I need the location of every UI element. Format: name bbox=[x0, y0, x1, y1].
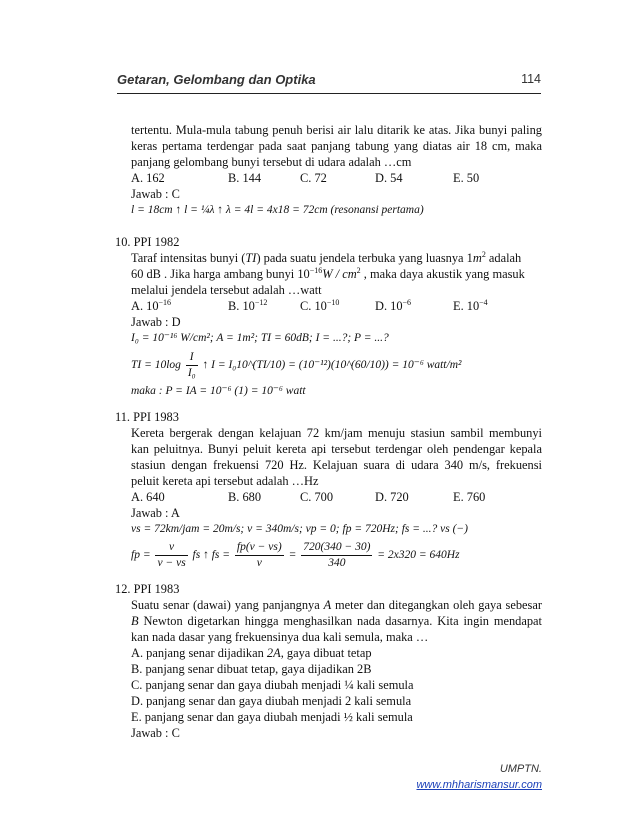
option-d: D. panjang senar dan gaya diubah menjadi 2 kali semula bbox=[131, 694, 412, 708]
question-text-line: Suatu senar (dawai) yang panjangnya A meter dan ditegangkan oleh gaya sebesar bbox=[131, 598, 542, 612]
fraction: $\frac{v}{v - vs}$ bbox=[157, 541, 186, 569]
answer-label: Jawab : C bbox=[131, 726, 180, 740]
option-a: A. 640 bbox=[131, 490, 165, 504]
option-c: C. 72 bbox=[300, 171, 327, 185]
solution-formula: l = 18cm ↑ l = ¼λ ↑ λ = 4l = 4x18 = 72cm (resonansi pertama) bbox=[131, 204, 424, 216]
question-text-line: Kereta bergerak dengan kelajuan 72 km/jam menuju stasiun sambil membunyi bbox=[131, 426, 542, 440]
question-text-line: melalui jendela tersebut adalah …watt bbox=[131, 283, 322, 297]
fraction: $\frac{720(340 - 30)}{340}$ bbox=[303, 541, 371, 569]
footer-website-link[interactable]: www.mhharismansur.com bbox=[416, 778, 542, 791]
option-b: B. panjang senar dibuat tetap, gaya dijadikan 2B bbox=[131, 662, 372, 676]
footer-label: UMPTN. bbox=[499, 763, 542, 775]
option-b: B. $10^{-12}$ bbox=[228, 298, 268, 313]
question-text-line: 60 dB . Jika harga ambang bunyi $10^{-16}W / cm^2$ , maka daya akustik yang masuk bbox=[131, 266, 525, 281]
option-e: E. 760 bbox=[453, 490, 486, 504]
option-d: D. 720 bbox=[375, 490, 409, 504]
question-text-line: peluit kereta api tersebut adalah …Hz bbox=[131, 474, 319, 488]
answer-label: Jawab : C bbox=[131, 187, 180, 201]
option-a: A. $10^{-16}$ bbox=[131, 298, 172, 313]
question-number bbox=[115, 235, 179, 251]
solution-equation: fp = $\frac{v}{v - vs}$ fs ↑ fs = $\frac{fp(v - vs)}{v}$ = $\frac{720(340 - 30)}{340}$ = 2x320 = 640Hz bbox=[131, 541, 460, 569]
option-b: B. 680 bbox=[228, 490, 262, 504]
given-values: I₀ = 10⁻¹⁶ W/cm²; A = 1m²; TI = 60dB; I = ...?; P = ...? bbox=[131, 332, 389, 344]
option-c: C. 700 bbox=[300, 490, 334, 504]
question-number-label: 12. bbox=[115, 582, 131, 596]
option-e: E. 50 bbox=[453, 171, 480, 185]
question-text-line: keras pertama terdengar pada saat panjang tabung yang diatas air 18 cm, maka bbox=[131, 139, 542, 153]
option-e: E. $10^{-4}$ bbox=[453, 298, 488, 313]
question-source: PPI 1983 bbox=[133, 410, 179, 424]
solution-equation: TI = 10log $\frac{I}{\text{I₀}}$ ↑ I = I₀10^(TI/10) = (10⁻¹²)(10^(60/10)) = 10⁻⁶ watt/m² bbox=[131, 351, 462, 379]
option-c: C. $10^{-10}$ bbox=[300, 298, 340, 313]
question-number-label: 10. bbox=[115, 235, 131, 249]
option-d: D. $10^{-6}$ bbox=[375, 298, 412, 313]
question-number bbox=[115, 410, 179, 426]
question-source: PPI 1983 bbox=[133, 582, 180, 596]
fraction: $\frac{I}{\text{I₀}}$ bbox=[187, 351, 196, 379]
page-number: 114 bbox=[521, 72, 541, 86]
given-values: vs = 72km/jam = 20m/s; v = 340m/s; vp = 0; fp = 720Hz; fs = ...? vs (−) bbox=[131, 523, 468, 535]
page-footer bbox=[372, 762, 542, 793]
question-text-line: kan peluitnya. Bunyi peluit kereta api tersebut terdengar oleh pendengar kepala bbox=[131, 442, 542, 456]
question-number bbox=[115, 582, 179, 598]
answer-label: Jawab : A bbox=[131, 506, 180, 520]
fraction: $\frac{fp(v - vs)}{v}$ bbox=[236, 541, 282, 569]
running-header-title: Getaran, Gelombang dan Optika bbox=[117, 72, 316, 87]
option-d: D. 54 bbox=[375, 171, 403, 185]
header-rule bbox=[117, 93, 541, 94]
option-e: E. panjang senar dan gaya diubah menjadi ½ kali semula bbox=[131, 710, 413, 724]
question-text-line: Taraf intensitas bunyi (TI) pada suatu jendela terbuka yang luasnya $1m^2$ adalah bbox=[131, 250, 522, 265]
option-a: A. panjang senar dijadikan 2A, gaya dibuat tetap bbox=[131, 646, 372, 660]
question-text-line: panjang gelombang bunyi tersebut di udara adalah …cm bbox=[131, 155, 412, 169]
option-a: A. 162 bbox=[131, 171, 165, 185]
question-text-line: tertentu. Mula-mula tabung penuh berisi air lalu ditarik ke atas. Jika bunyi paling bbox=[131, 123, 542, 137]
question-text-line: stasiun dengan frekuensi 720 Hz. Kelajuan suara di udara 340 m/s, frekuensi bbox=[131, 458, 542, 472]
option-b: B. 144 bbox=[228, 171, 262, 185]
question-number-label: 11. bbox=[115, 410, 131, 424]
answer-label: Jawab : D bbox=[131, 315, 181, 329]
question-text-line: B Newton digetarkan hingga menghasilkan nada dasarnya. Kita ingin mendapat bbox=[131, 614, 542, 628]
question-source: PPI 1982 bbox=[133, 235, 180, 249]
solution-conclusion: maka : P = IA = 10⁻⁶ (1) = 10⁻⁶ watt bbox=[131, 385, 306, 397]
option-c: C. panjang senar dan gaya diubah menjadi ¼ kali semula bbox=[131, 678, 414, 692]
question-text-line: kan nada dasar yang frekuensinya dua kali semula, maka … bbox=[131, 630, 429, 644]
